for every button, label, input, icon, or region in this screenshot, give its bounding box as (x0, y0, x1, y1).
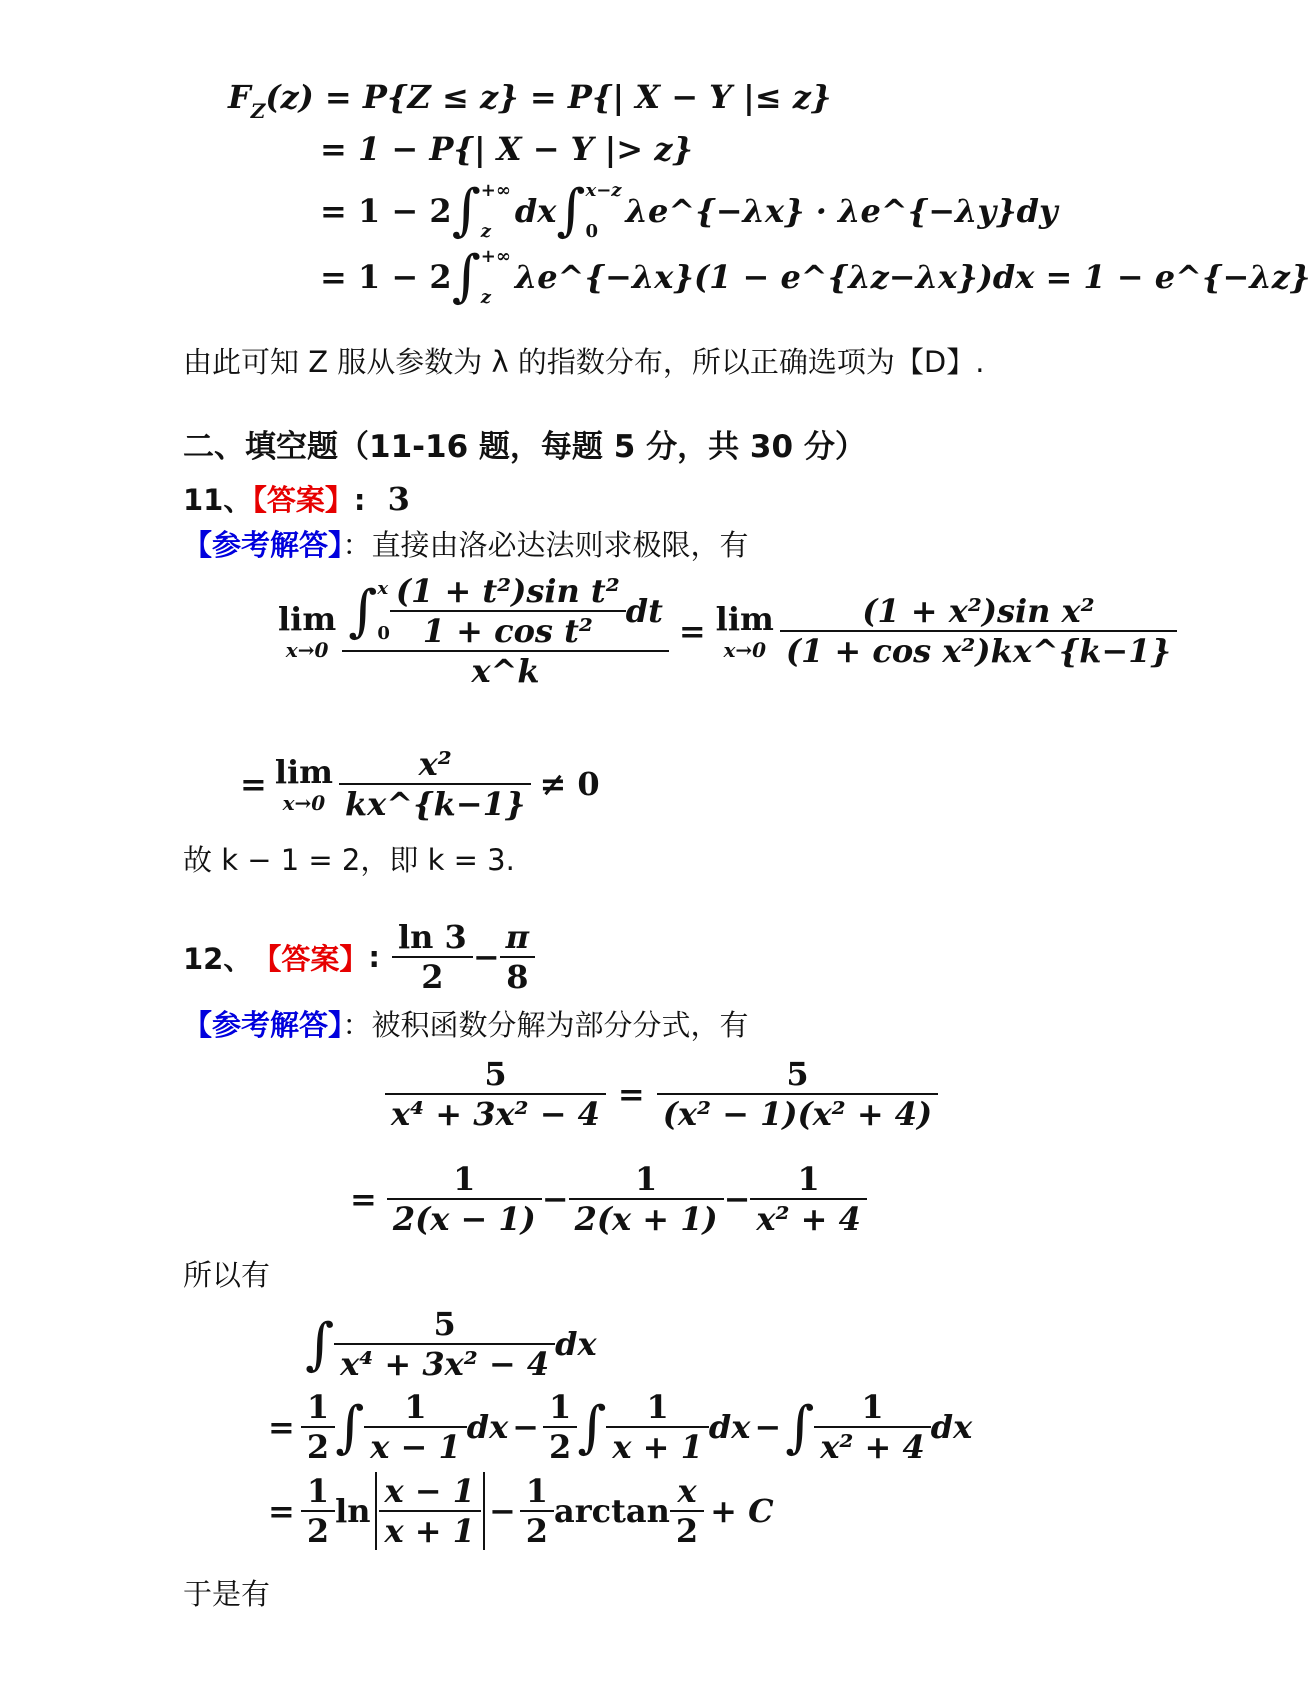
equals-sign: = (240, 765, 267, 803)
lower-limit: z (480, 286, 491, 308)
dt-term: dt (625, 592, 663, 630)
numerator: 1 (306, 1472, 330, 1510)
q11-line-2 (240, 745, 600, 823)
dx-term: dx (555, 1325, 597, 1363)
denominator: 2 (525, 1512, 549, 1550)
q12-partial-fraction-2 (350, 1160, 867, 1238)
denominator: x⁴ + 3x² − 4 (340, 1345, 550, 1383)
minus-sign: − (512, 1408, 539, 1446)
denominator: 2 (306, 1512, 330, 1550)
lower-limit: 0 (377, 623, 390, 644)
integral-sign: ∫ (785, 1394, 815, 1460)
pf-term-3 (750, 1160, 866, 1238)
answer-fraction-2 (500, 918, 535, 996)
solution-text: ：被积函数分解为部分分式，有 (342, 1008, 749, 1042)
numerator: 1 (306, 1388, 330, 1426)
colon: : (368, 940, 380, 974)
abs-value (375, 1472, 485, 1550)
q12-partial-fraction-1 (385, 1055, 938, 1133)
lim-label: lim (715, 600, 774, 638)
integrand: λe^{−λx}(1 − e^{λz−λx})dx = 1 − e^{−λz} (514, 257, 1311, 296)
half-fraction (543, 1388, 577, 1466)
numerator: π (505, 918, 530, 956)
q12-integral-line-1 (305, 1305, 597, 1383)
answer-value (392, 918, 535, 996)
numerator: 1 (634, 1160, 658, 1198)
solution-tag: 【参考解答】 (183, 528, 343, 562)
upper-limit: +∞ (480, 179, 511, 201)
limit-operator (275, 753, 333, 815)
not-equal-zero: ≠ 0 (539, 765, 600, 803)
integral-sign: ∫ (335, 1394, 365, 1460)
lim-label: lim (278, 600, 337, 638)
integral-limits (481, 246, 511, 308)
integrand: λe^{−λx} · λe^{−λy}dy (625, 191, 1058, 230)
integral-sign: ∫ (348, 578, 378, 644)
dx-term: dx (514, 191, 557, 230)
arctan-operator: arctan (554, 1492, 670, 1530)
answer-tag: 【答案】 (252, 483, 354, 517)
lim-under: x→0 (723, 638, 767, 662)
half-fraction (301, 1388, 335, 1466)
integrand-fraction (334, 1305, 555, 1383)
pf-term-1 (387, 1160, 542, 1238)
lim-under: x→0 (285, 638, 329, 662)
fz-symbol: F (228, 78, 251, 116)
numerator: 1 (404, 1388, 427, 1426)
numerator: 1 (861, 1388, 884, 1426)
denominator: 2(x + 1) (574, 1200, 718, 1238)
equals-sign: = (617, 1075, 645, 1113)
q12-integral-line-3 (268, 1472, 774, 1550)
pf-term-2 (569, 1160, 724, 1238)
lower-limit: z (480, 220, 491, 242)
integral-sign: ∫ (451, 178, 481, 243)
numerator: 5 (433, 1305, 456, 1343)
outer-numerator (342, 572, 669, 650)
colon: : (353, 483, 366, 517)
upper-limit: x−z (585, 179, 622, 201)
lim-label: lim (274, 753, 333, 791)
abs-fraction (379, 1472, 481, 1550)
numerator: ln 3 (397, 918, 467, 956)
numerator: x − 1 (384, 1472, 475, 1510)
question-number: 11、 (183, 483, 253, 517)
inner-denominator: 1 + cos t² (422, 612, 593, 650)
dx-term: dx (930, 1408, 973, 1446)
lim-under: x→0 (282, 791, 326, 815)
numerator: 1 (453, 1160, 476, 1198)
answer-tag: 【答案】 (252, 941, 369, 976)
line2-denominator: kx^{k−1} (344, 785, 526, 823)
minus-sign: − (488, 1492, 516, 1530)
numerator: 5 (786, 1055, 809, 1093)
line3-prefix: = 1 − 2 (320, 191, 452, 230)
derivation-line-1 (228, 78, 832, 123)
fz-subscript: Z (250, 99, 266, 123)
derivation-line-2: = 1 − P{| X − Y |> z} (320, 130, 693, 168)
integral-limits (481, 180, 511, 242)
denominator: x + 1 (384, 1512, 475, 1550)
integral-sign: ∫ (305, 1311, 335, 1377)
inner-numerator: (1 + t²)sin t² (395, 572, 620, 610)
equals-sign: = (268, 1408, 295, 1446)
line2-numerator: x² (418, 745, 452, 783)
outer-fraction (342, 572, 669, 690)
answer-value: 3 (387, 480, 410, 518)
denominator: x² + 4 (820, 1428, 925, 1466)
constant-c: + C (710, 1492, 774, 1530)
denominator: 2(x − 1) (392, 1200, 536, 1238)
pf-fraction (385, 1055, 606, 1133)
numerator: 1 (797, 1160, 820, 1198)
integral-sign: ∫ (577, 1394, 607, 1460)
q12-so-have: 所以有 (183, 1258, 271, 1292)
integral-limits (585, 180, 621, 242)
denominator: 2 (548, 1428, 572, 1466)
outer-denominator: x^k (471, 652, 540, 690)
q12-integral-line-2 (268, 1388, 972, 1466)
denominator: x + 1 (612, 1428, 703, 1466)
equals-sign: = (350, 1180, 377, 1218)
rhs-denominator: (1 + cos x²)kx^{k−1} (785, 632, 1172, 670)
denominator: x − 1 (370, 1428, 461, 1466)
fz-definition: (z) = P{Z ≤ z} = P{| X − Y |≤ z} (265, 78, 832, 116)
q12-thus: 于是有 (183, 1577, 271, 1611)
lower-limit: 0 (585, 220, 599, 242)
equals-sign: = (268, 1492, 295, 1530)
half-fraction (520, 1472, 554, 1550)
minus-sign: − (723, 1180, 751, 1218)
denominator: x⁴ + 3x² − 4 (391, 1095, 600, 1133)
derivation-conclusion: 由此可知 Z 服从参数为 λ 的指数分布，所以正确选项为【D】. (183, 345, 985, 379)
integral-sign: ∫ (451, 244, 481, 309)
inner-fraction (390, 572, 626, 650)
solution-text: ：直接由洛必达法则求极限，有 (342, 528, 749, 562)
answer-fraction-1 (392, 918, 473, 996)
half-fraction (301, 1472, 335, 1550)
numerator: x (677, 1472, 697, 1510)
upper-limit: +∞ (480, 245, 511, 267)
derivation-line-4 (320, 244, 1311, 309)
q11-answer-line (183, 478, 410, 519)
line2-fraction (339, 745, 531, 823)
minus-sign: − (541, 1180, 569, 1218)
dx-term: dx (466, 1408, 509, 1446)
q11-limit-equation (278, 572, 1177, 690)
solution-tag: 【参考解答】 (183, 1008, 343, 1042)
numerator: 1 (548, 1388, 572, 1426)
section-heading: 二、填空题（11-16 题，每题 5 分，共 30 分） (183, 429, 866, 465)
q11-conclusion: 故 k − 1 = 2，即 k = 3. (183, 843, 515, 877)
denominator: (x² − 1)(x² + 4) (662, 1095, 933, 1133)
q12-solution-intro (183, 1003, 749, 1044)
limit-operator (716, 600, 774, 662)
term-fraction (364, 1388, 466, 1466)
line4-prefix: = 1 − 2 (320, 257, 452, 296)
integral-sign: ∫ (556, 178, 586, 243)
numerator: 1 (525, 1472, 549, 1510)
integral-limits (377, 578, 390, 644)
denominator: x² + 4 (756, 1200, 861, 1238)
derivation-line-3 (320, 178, 1058, 243)
ln-operator: ln (335, 1492, 371, 1530)
numerator: 5 (484, 1055, 507, 1093)
limit-operator (278, 600, 336, 662)
dx-term: dx (708, 1408, 751, 1446)
pf-fraction-factored (657, 1055, 938, 1133)
denominator: 2 (421, 958, 444, 996)
denominator: 2 (675, 1512, 699, 1550)
rhs-numerator: (1 + x²)sin x² (862, 592, 1095, 630)
term-fraction (814, 1388, 930, 1466)
minus-sign: − (472, 938, 500, 976)
equals-sign: = (678, 612, 706, 650)
minus-sign: − (754, 1408, 782, 1446)
denominator: 2 (306, 1428, 330, 1466)
question-number: 12、 (183, 941, 253, 976)
denominator: 8 (506, 958, 529, 996)
term-fraction (606, 1388, 708, 1466)
q12-answer-line (183, 918, 535, 996)
arctan-argument (670, 1472, 704, 1550)
upper-limit: x (377, 578, 389, 599)
rhs-fraction (780, 592, 1177, 670)
q11-solution-intro (183, 523, 749, 564)
numerator: 1 (646, 1388, 669, 1426)
